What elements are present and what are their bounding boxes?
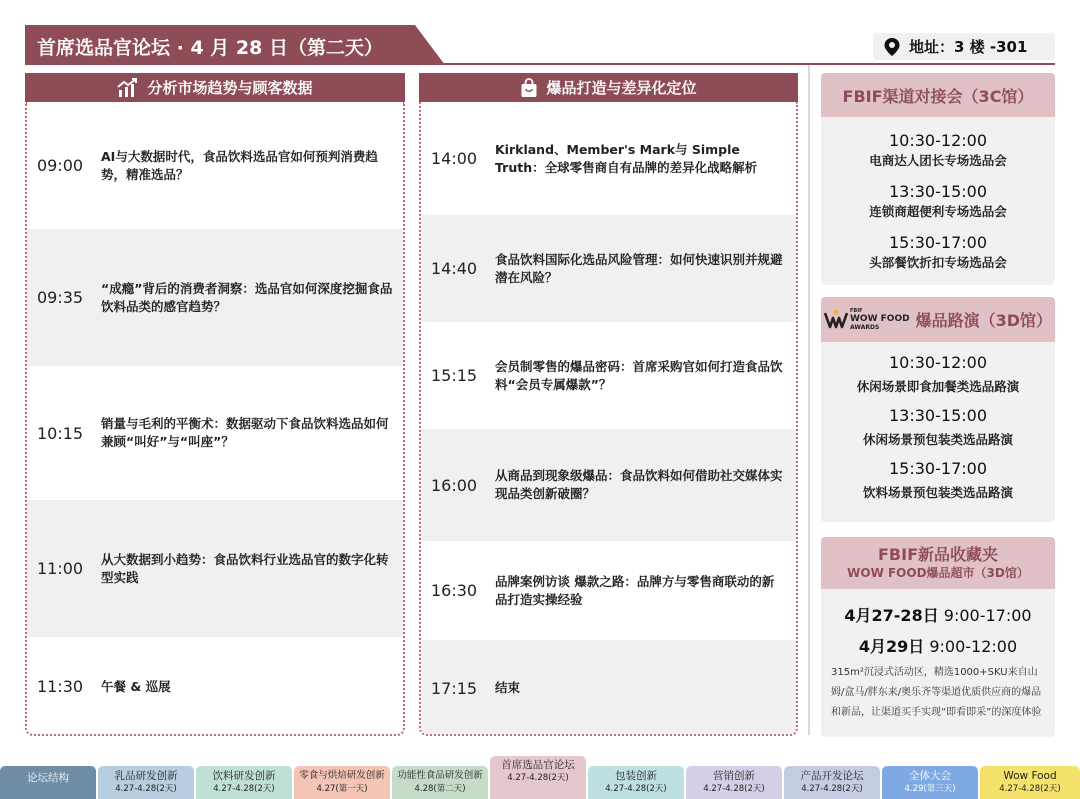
session-time: 13:30-15:00	[889, 182, 987, 201]
slot-topic: 从大数据到小趋势：食品饮料行业选品官的数字化转型实践	[101, 551, 389, 585]
chart-trend-icon	[117, 78, 139, 98]
session-name: 休闲场景即食加餐类选品路演	[856, 379, 1020, 394]
slot-time: 11:00	[37, 559, 84, 578]
nav-tab-dairy[interactable]	[98, 766, 194, 799]
slot-time: 16:30	[431, 581, 478, 600]
slot-topic: 销量与毛利的平衡术：数据驱动下食品饮料选品如何兼顾“叫好”与“叫座”？	[101, 416, 389, 449]
nav-tab-forum-structure[interactable]	[0, 766, 96, 799]
morning-track-title: 分析市场趋势与顾客数据	[147, 79, 313, 97]
nav-tab-label: 首席选品官论坛	[501, 759, 575, 771]
nav-tab-snack-bakery[interactable]	[294, 766, 390, 799]
afternoon-track-schedule	[419, 102, 798, 736]
slot-time: 15:15	[431, 366, 478, 385]
nav-tab-label: 乳品研发创新	[114, 770, 178, 782]
morning-track-heading	[25, 73, 405, 102]
forum-nav	[0, 759, 1080, 799]
schedule-slot	[27, 366, 403, 500]
afternoon-track-heading	[419, 73, 798, 102]
slot-topic: “成瘾”背后的消费者洞察：选品官如何深度挖掘食品饮料品类的感官趋势？	[101, 280, 393, 314]
nav-tab-dates: 4.27(第一天)	[316, 784, 368, 794]
nav-tab-dates: 4.27-4.28(2天)	[213, 784, 275, 794]
slot-time: 10:15	[37, 423, 84, 443]
wow-food-logo-icon	[824, 309, 848, 331]
slot-time: 11:30	[37, 677, 84, 696]
afternoon-track	[419, 73, 798, 736]
slot-time: 09:35	[37, 288, 84, 307]
schedule-slot	[421, 322, 796, 429]
slot-topic: 食品饮料国际化选品风险管理：如何快速识别并规避潜在风险？	[495, 251, 783, 285]
nav-tab-label: 论坛结构	[27, 772, 69, 784]
address-text: 地址：3 楼 -301	[909, 38, 1028, 56]
page-title: 首席选品官论坛 · 4 月 28 日（第二天）	[37, 37, 383, 59]
roadshow-session	[821, 406, 1055, 448]
nav-tab-product-dev[interactable]	[784, 766, 880, 799]
hours-row	[821, 634, 1055, 657]
slot-time: 14:00	[431, 149, 478, 168]
shopping-bag-icon	[520, 78, 538, 98]
nav-tab-dates: 4.27-4.28(2天)	[115, 784, 177, 794]
schedule-slot	[421, 541, 796, 640]
nav-tab-label: 功能性食品研发创新	[397, 770, 483, 781]
session-time: 10:30-12:00	[889, 131, 987, 150]
nav-tab-label: 营销创新	[713, 770, 755, 782]
nav-tab-dates: 4.27-4.28(2天)	[703, 784, 765, 794]
logo-line: FBIF	[850, 308, 863, 314]
logo-text	[850, 308, 910, 331]
channel-session	[821, 233, 1055, 271]
slot-time: 09:00	[37, 156, 84, 175]
hours-date: 4月29日	[858, 637, 925, 656]
collection-card-header	[821, 537, 1055, 589]
hours-date: 4月27-28日	[844, 606, 939, 625]
session-name: 头部餐饮折扣专场选品会	[869, 255, 1007, 270]
collection-card-title: FBIF新品收藏夹	[877, 545, 998, 564]
slot-topic: 结束	[495, 680, 521, 695]
schedule-slot	[421, 640, 796, 736]
session-time: 10:30-12:00	[889, 353, 987, 372]
map-pin-icon	[883, 37, 901, 57]
nav-tab-label: 产品开发论坛	[800, 770, 864, 782]
address-badge	[873, 33, 1055, 60]
nav-tab-packaging[interactable]	[588, 766, 684, 799]
schedule-slot	[27, 102, 403, 229]
nav-tab-dates: 4.27-4.28(2天)	[605, 784, 667, 794]
session-name: 连锁商超便利专场选品会	[869, 204, 1007, 219]
column-divider	[808, 65, 810, 735]
schedule-slot	[421, 429, 796, 541]
nav-tab-label: Wow Food	[1003, 770, 1057, 782]
schedule-slot	[27, 637, 403, 736]
session-name: 休闲场景预包装类选品路演	[862, 432, 1013, 447]
session-name: 电商达人团长专场选品会	[869, 153, 1007, 168]
schedule-slot	[27, 500, 403, 637]
slot-time: 17:15	[431, 678, 478, 698]
session-time: 15:30-17:00	[889, 233, 987, 252]
schedule-slot	[27, 229, 403, 366]
title-tab	[25, 25, 445, 65]
nav-tab-beverage[interactable]	[196, 766, 292, 799]
nav-tab-chief-selection[interactable]	[490, 756, 586, 799]
hours-time: 9:00-12:00	[929, 637, 1018, 656]
roadshow-card-header	[821, 297, 1055, 342]
slot-topic: 品牌案例访谈 爆款之路：品牌方与零售商联动的新品打造实操经验	[495, 573, 775, 607]
new-product-collection-card	[821, 537, 1055, 737]
collection-description: 315m²沉浸式活动区，精选1000+SKU来自山姆/盒马/胖东来/奥乐齐等渠道优质供应商的爆品和新品，让渠道买手实现“即看即采”的深度体验	[831, 667, 1042, 718]
header-divider	[25, 63, 1055, 65]
slot-topic: 午餐 & 巡展	[101, 678, 171, 694]
channel-card-title: FBIF渠道对接会（3C馆）	[821, 73, 1055, 117]
channel-session	[821, 182, 1055, 220]
roadshow-session	[821, 353, 1055, 395]
collection-card-subtitle: WOW FOOD爆品超市（3D馆）	[847, 566, 1029, 580]
nav-tab-label: 包装创新	[615, 770, 657, 782]
channel-matchmaking-card	[821, 73, 1055, 285]
roadshow-card	[821, 297, 1055, 522]
roadshow-session	[821, 459, 1055, 501]
slot-topic: 会员制零售的爆品密码：首席采购官如何打造食品饮料“会员专属爆款”？	[495, 358, 783, 392]
nav-tab-label: 零食与烘焙研发创新	[299, 770, 385, 781]
nav-tab-dates: 4.28(第二天)	[414, 784, 466, 794]
slot-topic: 从商品到现象级爆品：食品饮料如何借助社交媒体实现品类创新破圈？	[495, 468, 783, 501]
nav-tab-dates: 4.29(第三天)	[904, 784, 956, 794]
nav-tab-label: 全体大会	[909, 770, 951, 782]
session-name: 饮料场景预包装类选品路演	[862, 485, 1013, 500]
session-time: 15:30-17:00	[889, 459, 987, 478]
logo-line: AWARDS	[850, 324, 880, 331]
roadshow-card-title: 爆品路演（3D馆）	[915, 311, 1052, 330]
slot-topic: Kirkland、Member's Mark与 Simple Truth：全球零售商自有品牌的差异化战略解析	[495, 141, 758, 175]
session-time: 13:30-15:00	[889, 406, 987, 425]
slot-time: 14:40	[431, 259, 478, 278]
nav-tab-marketing[interactable]	[686, 766, 782, 799]
hours-time: 9:00-17:00	[943, 606, 1032, 625]
logo-line: WOW FOOD	[850, 314, 910, 324]
morning-track-schedule	[25, 102, 405, 736]
channel-session	[821, 131, 1055, 169]
collection-hours	[821, 603, 1055, 657]
nav-tab-functional-food[interactable]	[392, 766, 488, 799]
wow-food-awards-logo	[824, 308, 910, 331]
nav-tab-dates: 4.27-4.28(2天)	[507, 773, 569, 783]
nav-tab-wow-food[interactable]	[980, 766, 1080, 799]
nav-tab-dates: 4.27-4.28(2天)	[999, 784, 1061, 794]
schedule-slot	[421, 102, 796, 215]
hours-row	[821, 603, 1055, 626]
slot-time: 16:00	[431, 475, 478, 495]
nav-tab-label: 饮料研发创新	[212, 770, 276, 782]
nav-tab-plenary[interactable]	[882, 766, 978, 799]
schedule-slot	[421, 215, 796, 322]
nav-tab-dates: 4.27-4.28(2天)	[801, 784, 863, 794]
slot-topic: AI与大数据时代，食品饮料选品官如何预判消费趋势，精准选品？	[101, 148, 378, 182]
afternoon-track-title: 爆品打造与差异化定位	[546, 79, 697, 97]
morning-track	[25, 73, 405, 736]
